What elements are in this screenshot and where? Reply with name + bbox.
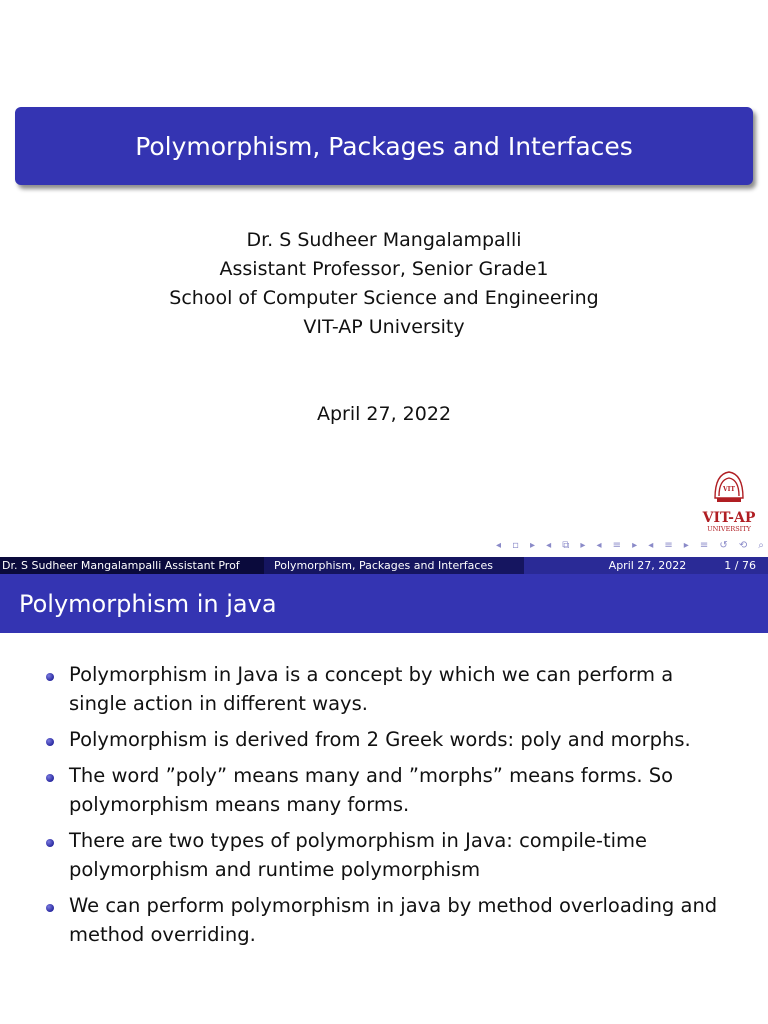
bullet-item — [0, 725, 768, 754]
nav-symbol[interactable]: ▸ — [580, 539, 586, 551]
presentation-date: April 27, 2022 — [316, 403, 452, 425]
nav-symbol[interactable]: ▸ — [683, 539, 689, 551]
author-university: VIT-AP University — [303, 316, 465, 338]
beamer-navigation — [496, 538, 764, 552]
bullet-text: Polymorphism in Java is a concept by which we can perform a single action in different ways. — [69, 663, 674, 715]
author-school: School of Computer Science and Engineering — [169, 287, 599, 309]
slide-footer — [0, 557, 768, 574]
title-box — [15, 107, 753, 185]
nav-symbol[interactable]: ≡ — [612, 539, 622, 551]
logo-top-text: VIT — [723, 486, 735, 493]
footer-page-number: 1 / 76 — [724, 559, 756, 572]
author-name: Dr. S Sudheer Mangalampalli — [246, 229, 522, 251]
bullet-text: Polymorphism is derived from 2 Greek words: poly and morphs. — [69, 728, 691, 751]
nav-symbol[interactable]: ▫ — [512, 539, 519, 551]
nav-symbol[interactable]: ⌕ — [758, 539, 764, 551]
bullet-icon — [46, 774, 54, 782]
nav-symbol[interactable]: ◂ — [648, 539, 654, 551]
footer-author: Dr. S Sudheer Mangalampalli Assistant Prof — [0, 557, 264, 574]
nav-symbol[interactable]: ◂ — [596, 539, 602, 551]
author-position: Assistant Professor, Senior Grade1 — [219, 258, 549, 280]
bullet-icon — [46, 738, 54, 746]
logo-name: VIT-AP — [702, 510, 756, 526]
presentation-title: Polymorphism, Packages and Interfaces — [135, 131, 633, 161]
frame-title-bar — [0, 574, 768, 633]
bullet-icon — [46, 673, 54, 681]
nav-symbol[interactable]: ▸ — [529, 539, 535, 551]
nav-symbol[interactable]: ⧉ — [562, 539, 570, 551]
bullet-text: The word ”poly” means many and ”morphs” means forms. So polymorphism means many forms. — [69, 764, 674, 816]
bullet-item — [0, 660, 768, 718]
bullet-icon — [46, 839, 54, 847]
nav-symbol[interactable]: ▸ — [632, 539, 638, 551]
bullet-text: We can perform polymorphism in java by method overloading and method overriding. — [69, 894, 718, 946]
bullet-list — [0, 660, 768, 956]
vit-ap-logo — [693, 468, 765, 538]
logo-sub: UNIVERSITY — [707, 525, 751, 533]
author-block — [0, 226, 768, 342]
bullet-icon — [46, 904, 54, 912]
bullet-item — [0, 761, 768, 819]
nav-symbol[interactable]: ⟲ — [738, 539, 748, 551]
nav-symbol[interactable]: ≡ — [664, 539, 673, 551]
nav-symbol[interactable]: ◂ — [496, 539, 502, 551]
footer-title: Polymorphism, Packages and Interfaces — [264, 557, 524, 574]
nav-symbol[interactable]: ≡ — [699, 539, 709, 551]
nav-symbol[interactable]: ↺ — [719, 539, 728, 551]
bullet-text: There are two types of polymorphism in Java: compile-time polymorphism and runtime polymorphism — [69, 829, 648, 881]
bullet-item — [0, 891, 768, 949]
frame-title: Polymorphism in java — [19, 589, 277, 618]
footer-date: April 27, 2022 — [608, 559, 687, 572]
footer-right — [524, 557, 768, 574]
bullet-item — [0, 826, 768, 884]
nav-symbol[interactable]: ◂ — [546, 539, 552, 551]
vit-ap-logo-icon — [693, 468, 765, 538]
